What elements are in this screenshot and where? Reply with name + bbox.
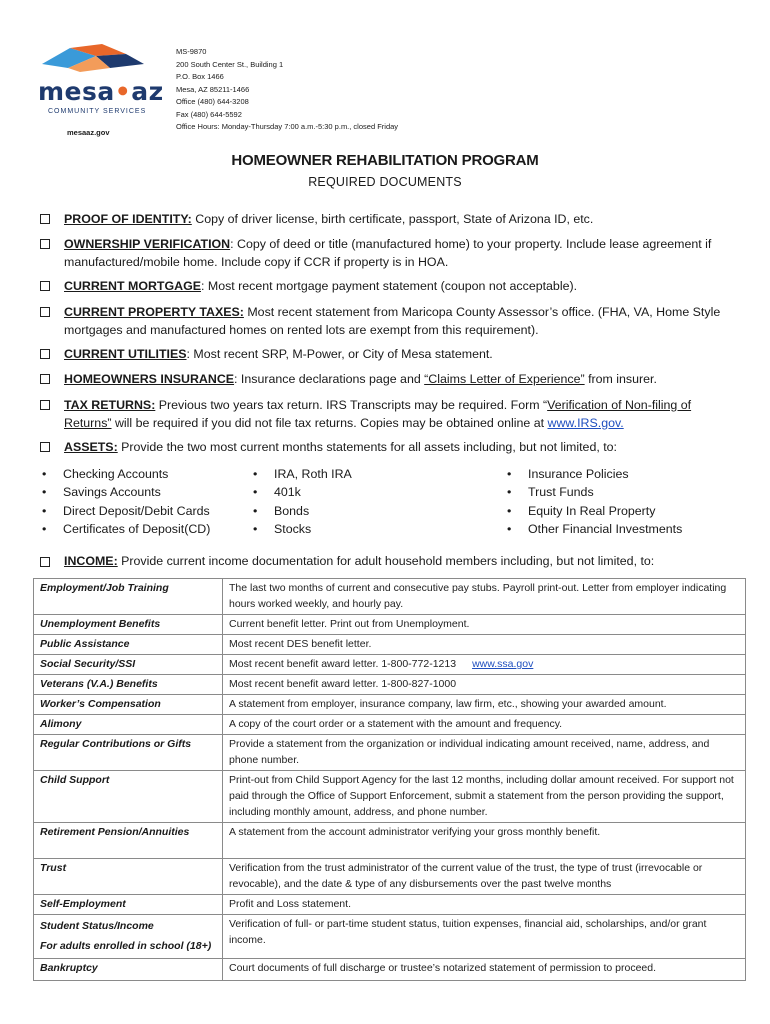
income-type: Unemployment Benefits	[34, 615, 223, 635]
income-doc: The last two months of current and consecutive pay stubs. Payroll print-out. Letter from employer indicating hours worked weekly, and hourly pay.	[223, 579, 746, 615]
address-line: 200 South Center St., Building 1	[176, 59, 284, 69]
income-doc: A statement from the account administrator verifying your gross monthly benefit.	[223, 823, 746, 859]
req-mortgage: CURRENT MORTGAGE: Most recent mortgage payment statement (coupon not acceptable).	[40, 278, 730, 296]
list-item: • Direct Deposit/Debit Cards	[40, 502, 210, 520]
income-type: Employment/Job Training	[34, 579, 223, 615]
income-doc: Most recent benefit award letter. 1-800-772-1213 www.ssa.gov	[223, 655, 746, 675]
list-item: • Savings Accounts	[40, 483, 210, 501]
checkbox[interactable]	[40, 400, 50, 410]
checkbox[interactable]	[40, 281, 50, 291]
address-block	[176, 46, 398, 134]
table-row	[34, 579, 746, 615]
list-item: • Certificates of Deposit(CD)	[40, 520, 210, 538]
list-item: • Trust Funds	[505, 483, 682, 501]
table-row	[34, 615, 746, 635]
income-type: Child Support	[34, 771, 223, 823]
page-title: HOMEOWNER REHABILITATION PROGRAM	[231, 152, 539, 169]
income-doc: Verification of full- or part-time student status, tuition expenses, financial aid, scholarships, and/or grant income.	[223, 915, 746, 959]
list-item: • Other Financial Investments	[505, 520, 682, 538]
income-doc: A statement from employer, insurance company, law firm, etc., showing your awarded amount.	[223, 695, 746, 715]
req-insurance: HOMEOWNERS INSURANCE: Insurance declarations page and “Claims Letter of Experience” from insurer.	[40, 371, 730, 389]
income-type: Social Security/SSI	[34, 655, 223, 675]
income-doc: Court documents of full discharge or trustee’s notarized statement of permission to proceed.	[223, 959, 746, 981]
checkbox[interactable]	[40, 214, 50, 224]
list-item: • Insurance Policies	[505, 465, 682, 483]
list-item: • IRA, Roth IRA	[251, 465, 352, 483]
address-line: Office Hours: Monday-Thursday 7:00 a.m.-5:30 p.m., closed Friday	[176, 122, 399, 131]
income-doc: Most recent benefit award letter. 1-800-827-1000	[223, 675, 746, 695]
req-identity: PROOF OF IDENTITY: Copy of driver license, birth certificate, passport, State of Arizona ID, etc.	[40, 211, 730, 229]
income-type: Alimony	[34, 715, 223, 735]
irs-link[interactable]: www.IRS.gov.	[547, 415, 624, 430]
table-row	[34, 959, 746, 981]
list-item: • 401k	[251, 483, 352, 501]
table-row	[34, 715, 746, 735]
income-table	[33, 578, 746, 981]
website-label: mesaaz.gov	[67, 128, 110, 137]
table-row	[34, 915, 746, 959]
checkbox[interactable]	[40, 349, 50, 359]
req-property-taxes: CURRENT PROPERTY TAXES: Most recent statement from Maricopa County Assessor’s office. (FHA, VA, Home Style mortgages and manufactured homes on rented lots are exempt from this requirement).	[40, 304, 730, 339]
income-doc: Current benefit letter. Print out from Unemployment.	[223, 615, 746, 635]
req-assets: ASSETS: Provide the two most current months statements for all assets including, but not limited, to:	[40, 439, 730, 457]
list-item: • Checking Accounts	[40, 465, 210, 483]
income-type: Public Assistance	[34, 635, 223, 655]
ssa-link[interactable]: www.ssa.gov	[472, 658, 534, 670]
address-line: MS-9870	[176, 47, 207, 56]
address-line: P.O. Box 1466	[176, 72, 224, 81]
income-type: Worker’s Compensation	[34, 695, 223, 715]
checkbox[interactable]	[40, 307, 50, 317]
table-row	[34, 655, 746, 675]
address-line: Fax (480) 644-5592	[176, 109, 242, 119]
list-item: • Bonds	[251, 502, 352, 520]
list-item: • Stocks	[251, 520, 352, 538]
income-type: Bankruptcy	[34, 959, 223, 981]
table-row	[34, 675, 746, 695]
checkbox[interactable]	[40, 374, 50, 384]
address-line: Office (480) 644-3208	[176, 97, 249, 106]
table-row	[34, 735, 746, 771]
assets-column-2	[251, 465, 352, 538]
income-type: Regular Contributions or Gifts	[34, 735, 223, 771]
mesa-logo	[30, 42, 164, 137]
table-row	[34, 859, 746, 895]
address-line: Mesa, AZ 85211-1466	[176, 84, 250, 94]
table-row	[34, 823, 746, 859]
income-type: Student Status/Income For adults enrolled in school (18+)	[34, 915, 223, 959]
assets-column-3	[505, 465, 682, 538]
table-row	[34, 635, 746, 655]
income-type: Trust	[34, 859, 223, 895]
req-income: INCOME: Provide current income documentation for adult household members including, but not limited, to:	[40, 554, 654, 568]
income-doc: Most recent DES benefit letter.	[223, 635, 746, 655]
income-type: Self-Employment	[34, 895, 223, 915]
income-doc: Profit and Loss statement.	[223, 895, 746, 915]
table-row	[34, 695, 746, 715]
table-row	[34, 771, 746, 823]
assets-column-1	[40, 465, 210, 538]
list-item: • Equity In Real Property	[505, 502, 682, 520]
income-doc: Verification from the trust administrator of the current value of the trust, the type of trust (irrevocable or revocable), and the date & type of any disbursements over the past twelve months	[223, 859, 746, 895]
income-doc: A copy of the court order or a statement with the amount and frequency.	[223, 715, 746, 735]
logo-wordmark: mesa•az	[38, 77, 164, 106]
req-ownership: OWNERSHIP VERIFICATION: Copy of deed or title (manufactured home) to your property. Include lease agreement if manufactured/mobile home. Include copy if CCR if property is in HOA.	[40, 236, 730, 271]
checkbox[interactable]	[40, 442, 50, 452]
checkbox[interactable]	[40, 557, 50, 567]
checkbox[interactable]	[40, 239, 50, 249]
logo-subtitle: COMMUNITY SERVICES	[48, 108, 147, 115]
req-tax-returns: TAX RETURNS: Previous two years tax return. IRS Transcripts may be required. Form “Verification of Non-filing of Returns” will be required if you did not file tax returns. Copies may be obtained online at www.IRS.gov.	[40, 397, 730, 432]
income-type: Retirement Pension/Annuities	[34, 823, 223, 859]
income-doc: Print-out from Child Support Agency for the last 12 months, including dollar amount received. For support not paid through the Office of Support Enforcement, submit a statement from the person providing the support, including monthly amount, address, and phone number.	[223, 771, 746, 823]
req-utilities: CURRENT UTILITIES: Most recent SRP, M-Power, or City of Mesa statement.	[40, 346, 730, 364]
income-type: Veterans (V.A.) Benefits	[34, 675, 223, 695]
logo-roof-icon	[40, 42, 150, 76]
income-doc: Provide a statement from the organization or individual indicating amount received, name, address, and phone number.	[223, 735, 746, 771]
table-row	[34, 895, 746, 915]
page-subtitle: REQUIRED DOCUMENTS	[308, 175, 462, 189]
